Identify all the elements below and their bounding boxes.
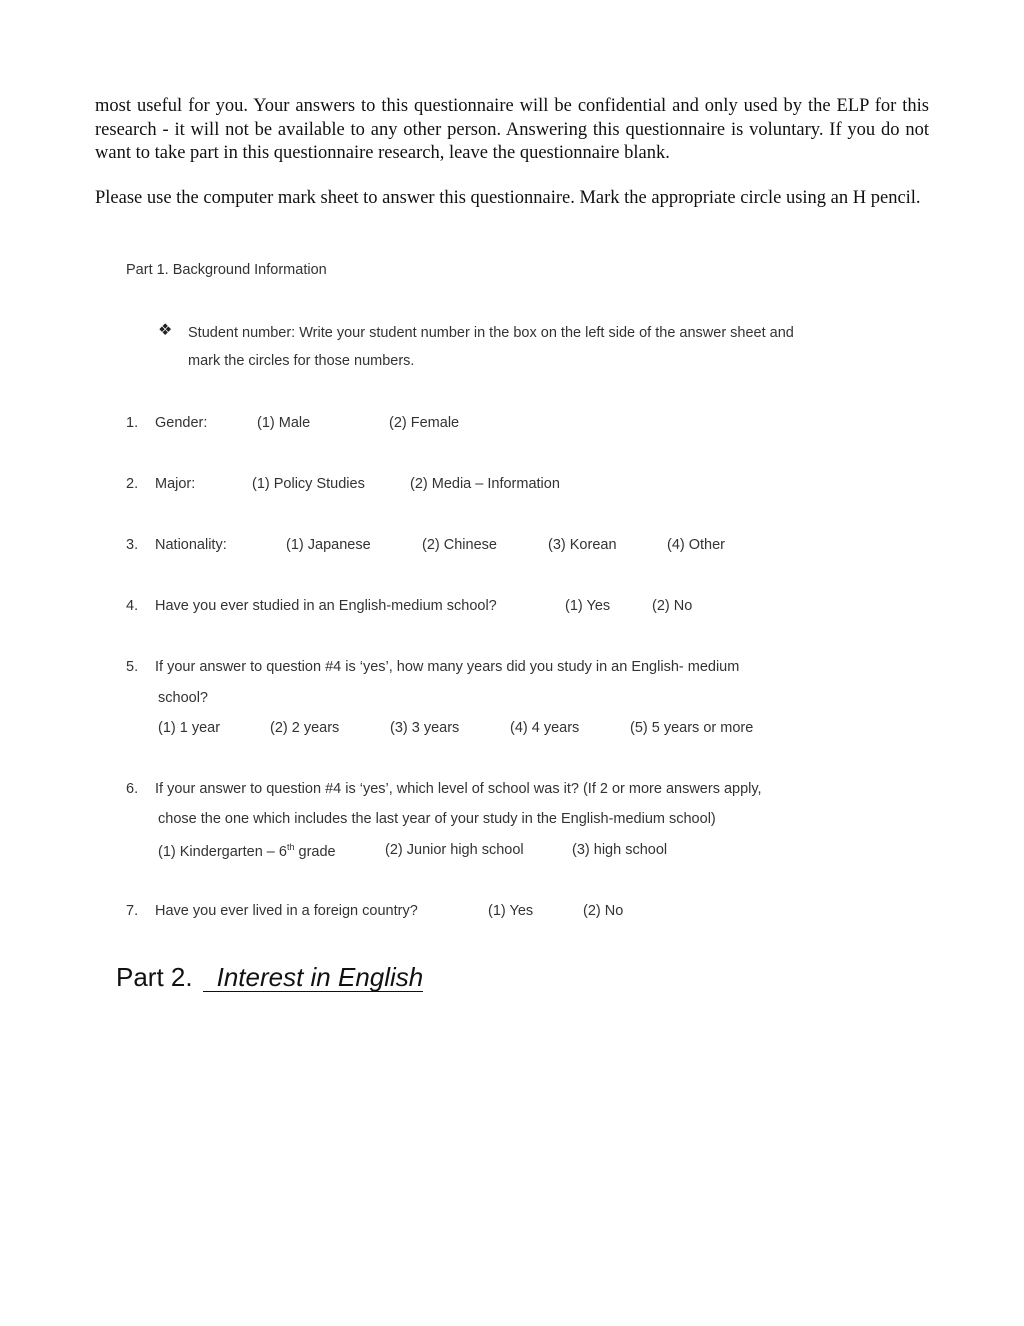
option-other[interactable]: (4) Other [667, 537, 726, 553]
option-1-year[interactable]: (1) 1 year [158, 720, 221, 736]
option-yes[interactable]: (1) Yes [488, 903, 534, 919]
option-male[interactable]: (1) Male [257, 415, 311, 431]
question-number: 4. [126, 598, 139, 614]
option-yes[interactable]: (1) Yes [565, 598, 611, 614]
option-no[interactable]: (2) No [652, 598, 693, 614]
option-junior-high-school[interactable]: (2) Junior high school [385, 842, 524, 858]
question-number: 7. [126, 903, 139, 919]
question-number: 3. [126, 537, 139, 553]
option-high-school[interactable]: (3) high school [572, 842, 668, 858]
question-text-line1: If your answer to question #4 is ‘yes’, how many years did you study in an English- medium [155, 659, 740, 675]
question-text: Have you ever studied in an English-medium school? [155, 598, 497, 614]
question-text: Have you ever lived in a foreign country? [155, 903, 418, 919]
student-number-note-line1: Student number: Write your student number in the box on the left side of the answer sheet and [188, 325, 794, 341]
option-korean[interactable]: (3) Korean [548, 537, 617, 553]
question-number: 5. [126, 659, 139, 675]
question-number: 2. [126, 476, 139, 492]
intro-paragraph-instructions: Please use the computer mark sheet to answer this questionnaire. Mark the appropriate circle using an H pencil. [95, 188, 921, 208]
option-text: (1) Kindergarten – 6 [158, 844, 287, 860]
student-number-note-line2: mark the circles for those numbers. [188, 353, 415, 369]
option-policy-studies[interactable]: (1) Policy Studies [252, 476, 365, 492]
option-3-years[interactable]: (3) 3 years [390, 720, 460, 736]
option-japanese[interactable]: (1) Japanese [286, 537, 371, 553]
question-text: Gender: [155, 415, 208, 431]
part2-label: Part 2. [116, 962, 193, 992]
part2-heading [116, 962, 423, 993]
question-text-line2: school? [158, 690, 208, 706]
question-text-line2: chose the one which includes the last year of your study in the English-medium school) [158, 811, 716, 827]
intro-paragraph-confidentiality: most useful for you. Your answers to this questionnaire will be confidential and only used by the ELP for this research - it will not be available to any other person. Answering this questionnaire is voluntary. If you do not want to take part in this questionnaire research, leave the questionnaire blank. [95, 96, 929, 163]
option-female[interactable]: (2) Female [389, 415, 460, 431]
option-text-suffix: grade [294, 844, 336, 860]
question-text-line1: If your answer to question #4 is ‘yes’, which level of school was it? (If 2 or more answers apply, [155, 781, 762, 797]
option-superscript: th [286, 842, 295, 852]
option-no[interactable]: (2) No [583, 903, 624, 919]
option-5-years-or-more[interactable]: (5) 5 years or more [630, 720, 754, 736]
question-number: 6. [126, 781, 139, 797]
part2-title: Interest in English [203, 963, 424, 992]
question-text: Major: [155, 476, 196, 492]
option-4-years[interactable]: (4) 4 years [510, 720, 580, 736]
question-text: Nationality: [155, 537, 227, 553]
part1-heading: Part 1. Background Information [126, 262, 327, 278]
option-kindergarten-6th-grade[interactable] [158, 842, 336, 860]
option-media-information[interactable]: (2) Media – Information [410, 476, 560, 492]
option-chinese[interactable]: (2) Chinese [422, 537, 497, 553]
diamond-bullet-icon: ❖ [158, 320, 173, 339]
question-number: 1. [126, 415, 139, 431]
option-2-years[interactable]: (2) 2 years [270, 720, 340, 736]
